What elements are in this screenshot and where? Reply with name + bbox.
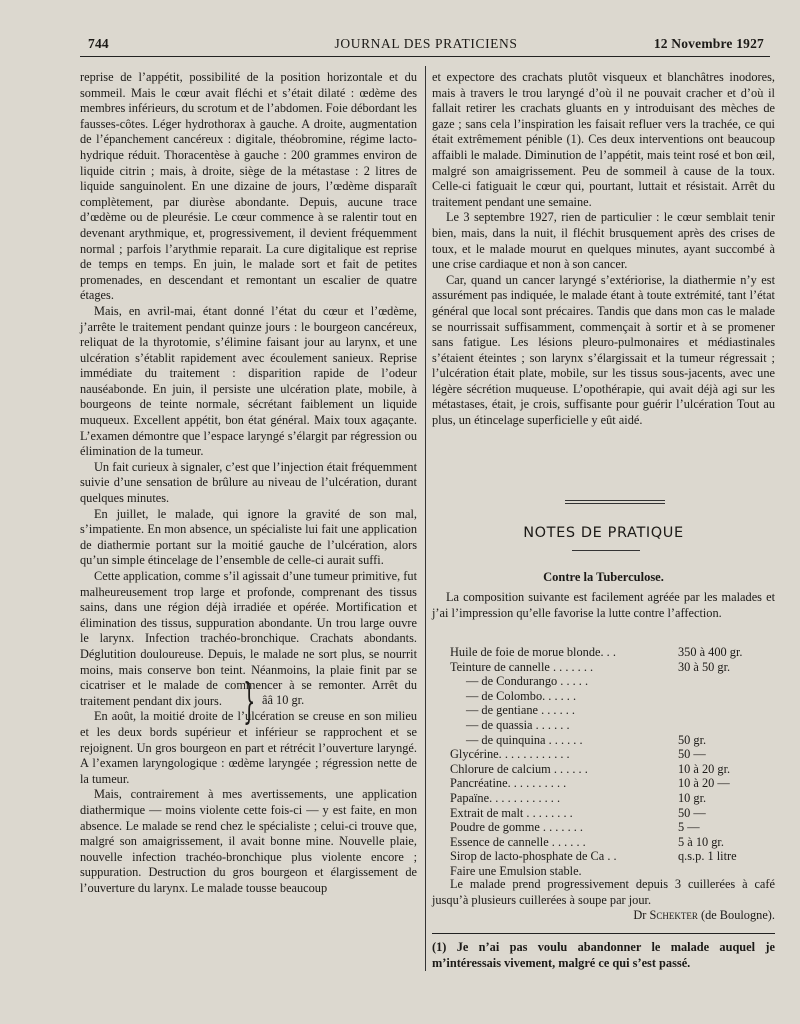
paragraph: Cette application, comme s’il agissait d’une tumeur primitive, fut malheureusement trop large et profonde, comprenant des tissus sains, dans une région déjà irradiée et opérée. Mortification et élimination des tissus, suppuration abondante. Un trou large ouvre le larynx. Infection trachéo-bronchique. Crachats abondants. Déglutition douloureuse. Depuis, le malade ne sort plus, se nourrit moins, mais conserve bon teint. Néanmoins, la plaie finit par se cicatriser et le malade de commencer à se remonter. Arrêt du traitement pendant dix jours. xyxy=(80,569,417,708)
paragraph: Mais, contrairement à mes avertissements, une application diathermique — moins violente cette fois-ci — y est faite, en mon absence. Le malade se rend chez le spécialiste ; celui-ci trouve que, malgré son amaigrissement, il avait bonne mine. Nouvelle plaie, nouvelle infection trachéo-bronchique plus violente encore ; suppuration. Destruction du gros bourgeon et élargissement de l’ouverture du larynx. Le malade tousse beaucoup xyxy=(80,787,417,895)
ingredient-row: — de gentiane . . . . . . xyxy=(466,703,576,718)
paragraph: Car, quand un cancer laryngé s’extériorise, la diathermie n’y est assurément pas indiquée, le malade étant à toute extrémité, tant l’état général que local sont précaires. Tandis que dans mon cas le malade se nourrissait suffisamment, commençait à sortir et à se promener sans fatigue. Les lésions pleuro-pulmonaires et médiastinales s’étaient éteintes ; son larynx s’élargissait et la tumeur régressait ; l’ulcération était plate, mobile, sur les tissus sous-jacents, avec une légère sécrétion muqueuse. L’opothérapie, qui avait déjà agi sur les métastases, était, je crois, suffisante pour guérir l’ulcération Tout au plus, un étincelage superficielle y eût aidé. xyxy=(432,272,775,428)
ingredient-row: Extrait de malt . . . . . . . . 50 — xyxy=(450,805,706,820)
left-column xyxy=(80,70,417,896)
paragraph: En juillet, le malade, qui ignore la gravité de son mal, s’impatiente. En mon absence, un spécialiste lui fait une application de diathermie portant sur la moitié gauche de l’ulcération, alors qu’un simple étincelage de l’ensemble de celle-ci aurait suffi. xyxy=(80,506,417,568)
ingredient-row: Papaïne. . . . . . . . . . . . 10 gr. xyxy=(450,790,707,805)
ingredient-row: Chlorure de calcium . . . . . . 10 à 20 gr. xyxy=(450,761,731,776)
paragraph: Un fait curieux à signaler, c’est que l’injection était fréquemment suivie d’une sensation de brûlure au niveau de l’ulcération, durant quelques minutes. xyxy=(80,459,417,506)
page-number: 744 xyxy=(88,36,109,51)
paragraph: Mais, en avril-mai, étant donné l’état du cœur et l’œdème, j’arrête le traitement pendant quinze jours : le bourgeon cancéreux, reliquat de la thyrotomie, s’élimine faisant jour au larynx, et une ulcération s’établit rapidement avec écoulement sanieux. Reprise immédiate du traitement : disparition rapide de l’odeur nauséabonde. En juin, il persiste une ulcération plate, mobile, à bourgeons de teinte normale, sécrétant faiblement un liquide muqueux. Excellent appétit, bon état général. Maix toux agaçante. L’examen démontre que l’espace laryngé s’élargit par régression ou élimination de la tumeur. xyxy=(80,303,417,459)
right-column xyxy=(432,70,775,429)
article-subtitle: Contre la Tuberculose. xyxy=(543,570,664,584)
intro-paragraph: La composition suivante est facilement agréée par les malades et j’ai l’impression qu’elle favorise la lutte contre l’affection. xyxy=(432,590,775,620)
header-rule xyxy=(80,56,770,57)
ingredient-row: Faire une Emulsion stable. xyxy=(450,863,582,878)
ingredient-row: Huile de foie de morue blonde. . . 350 à 400 gr. xyxy=(450,645,743,659)
ingredient-row: — de quinquina . . . . . . 50 gr. xyxy=(466,732,707,747)
ingredient-row: Sirop de lacto-phosphate de Ca . . q.s.p. 1 litre xyxy=(450,849,737,864)
closing-paragraph: Le malade prend progressivement depuis 3 cuillerées à café jusqu’à plusieurs cuillerées à soupe par jour. xyxy=(432,877,775,907)
section-title: NOTES DE PRATIQUE xyxy=(523,525,684,541)
signature-name: Schekter xyxy=(649,908,698,923)
signature-prefix: Dr xyxy=(633,908,647,923)
paragraph: reprise de l’appétit, possibilité de la position horizontale et du sommeil. Mais le cœur avait fléchi et s’était dilaté : œdème des membres inférieurs, du scrotum et de l’abdomen. Foie débordant les fausses-côtes. Léger hydrothorax à gauche. A droite, augmentation de l’épanchement cancéreux : digitale, théobromine, régime lacto-hydrique réduit. Thoracentèse à gauche : 200 grammes environ de liquide citrin ; mais, à droite, siège de la métastase : 2 litres de liquide sanguinolent. En une dizaine de jours, l’œdème disparaît complètement, par diurèse abondante. Depuis, aucune trace d’œdème ou de pleurésie. Le cœur commence à se ralentir tout en devenant arythmique, et, progressivement, il devient fréquemment normal ; parfois l’arythmie reparait. La cure digitalique est reprise de temps en temps. En juin, le malade sort et fait de petites promenades, en descendant et remontant un escalier de quatre étages. xyxy=(80,70,417,303)
ingredient-row: Glycérine. . . . . . . . . . . . 50 — xyxy=(450,747,706,762)
author-signature xyxy=(432,908,775,924)
curly-brace-icon: } xyxy=(243,673,256,729)
issue-date: 12 Novembre 1927 xyxy=(653,36,764,51)
ingredient-row: Teinture de cannelle . . . . . . . 30 à 50 gr. xyxy=(450,659,731,674)
running-header xyxy=(88,36,764,56)
grouped-quantity: ââ 10 gr. xyxy=(262,693,305,707)
closing-block xyxy=(432,877,775,924)
ingredient-row: Pancréatine. . . . . . . . . . 10 à 20 — xyxy=(450,776,730,791)
paragraph: En août, la moitié droite de l’ulcération se creuse en son milieu et les deux bords supérieur et inférieur se rapprochent et se rejoignent. Un gros bourgeon en part et rétrécit l’ouverture laryngé. A l’examen laryngologique : œdème laryngée ; régression nette de la tumeur. xyxy=(80,709,417,786)
paragraph: et expectore des crachats plutôt visqueux et blanchâtres inodores, mais à travers le trou laryngé d’où il ne pouvait cracher et d’où il fallait retirer les crachats gluants en y introduisant des mèches de gaze ; sans cela l’inspiration les faisait refluer vers la trachée, ce qui était extrêmement pénible (1). Ces deux interventions ont beaucoup affaibli le malade. Diminution de l’appétit, mais teint rosé et bon œil, malgré son amaigrissement. Peu de sommeil à cause de la toux. Celle-ci fatiguait le cœur qui, pourtant, luttait et résistait. Arrêt du traitement pendant une semaine. xyxy=(432,70,775,209)
column-divider xyxy=(425,66,426,971)
footnote: (1) Je n’ai pas voulu abandonner le malade auquel je m’intéressais vivement, malgré ce qui s’est passé. xyxy=(432,940,775,970)
section-title-underline xyxy=(572,550,640,551)
section-separator xyxy=(565,500,665,506)
ingredient-row: — de Condurango . . . . . xyxy=(466,674,589,689)
ingredient-row: — de Colombo. . . . . . xyxy=(466,688,577,703)
prescription-list xyxy=(432,645,775,879)
intro-block xyxy=(432,590,775,621)
paragraph: Le 3 septembre 1927, rien de particulier : le cœur semblait tenir bien, mais, dans la nuit, il fléchit brusquement après des crises de toux, et le malade mourut en quelques minutes, ayant succombé à une crise cardiaque et non à son cancer. xyxy=(432,210,775,272)
ingredient-row: Poudre de gomme . . . . . . . 5 — xyxy=(450,820,700,835)
journal-title: JOURNAL DES PRATICIENS xyxy=(334,36,518,51)
footnote-rule xyxy=(432,933,775,934)
ingredient-row: — de quassia . . . . . . xyxy=(466,717,570,732)
signature-place: (de Boulogne). xyxy=(700,908,775,923)
ingredient-row: Essence de cannelle . . . . . . 5 à 10 gr. xyxy=(450,834,724,849)
